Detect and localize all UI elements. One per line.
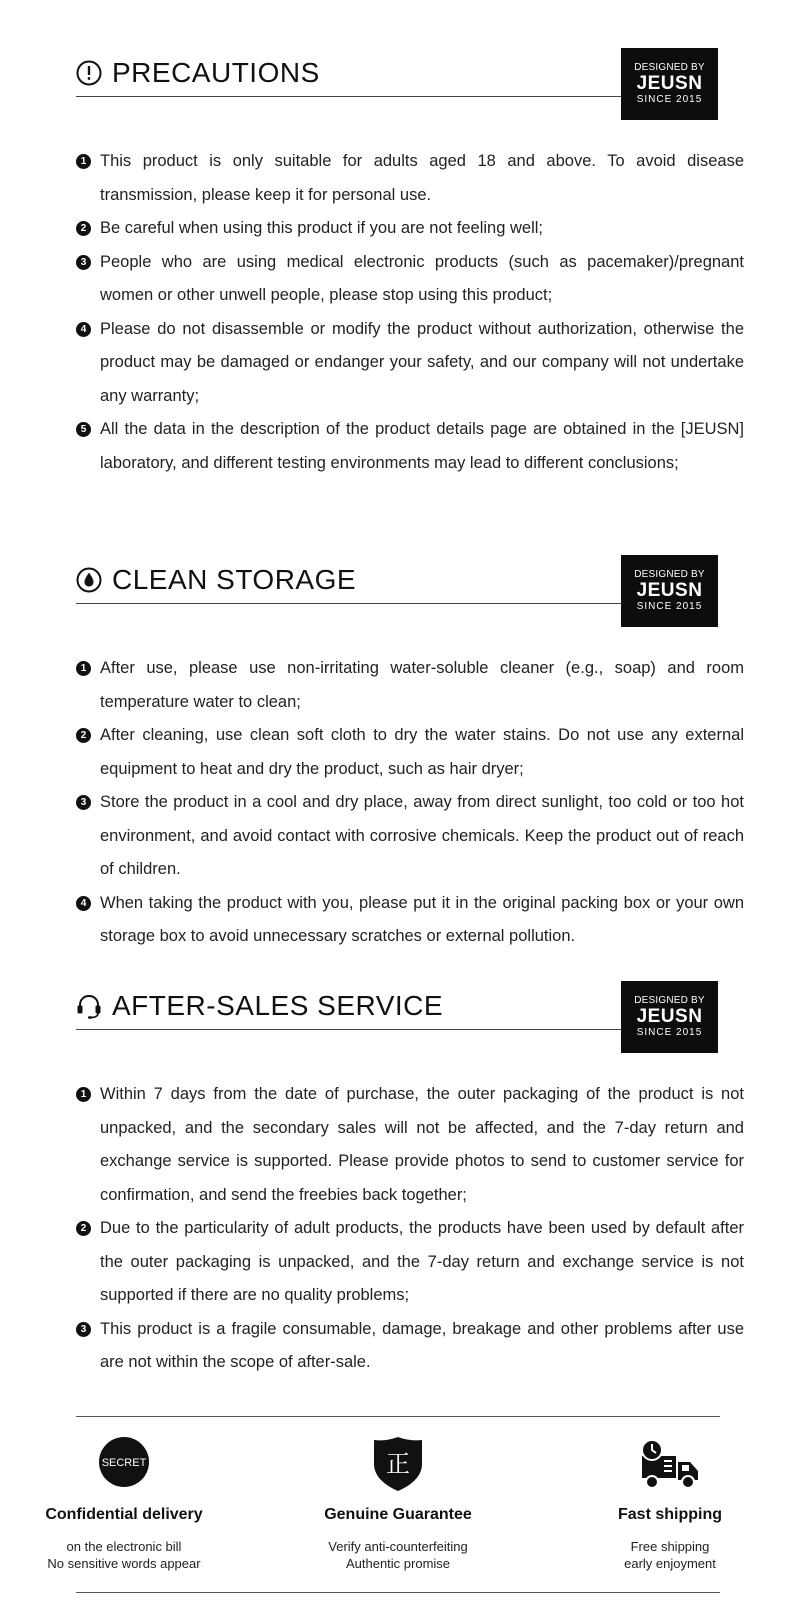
item-text: People who are using medical electronic products (such as pacemaker)/pregnant women or other unwell people, please stop using this product; (100, 252, 744, 304)
badge-designed-by: DESIGNED BY (634, 995, 705, 1006)
delivery-truck-icon (638, 1436, 702, 1492)
badge-designed-by: DESIGNED BY (634, 569, 705, 580)
headset-icon (76, 993, 102, 1019)
designed-by-badge (621, 555, 718, 627)
item-text: Store the product in a cool and dry place, away from direct sunlight, too cold or too hot environment, and avoid contact with corrosive chemicals. Keep the product out of reach of children. (100, 793, 744, 878)
clean-storage-list (76, 652, 744, 954)
footer-bottom-divider (76, 1592, 720, 1593)
number-badge: 1 (76, 661, 91, 676)
badge-brand: JEUSN (636, 73, 703, 94)
number-badge: 5 (76, 422, 91, 437)
precautions-title: PRECAUTIONS (112, 57, 320, 88)
item-text: Be careful when using this product if you are not feeling well; (100, 219, 544, 237)
item-text: This product is a fragile consumable, damage, breakage and other problems after use are not within the scope of after-sale. (100, 1319, 744, 1371)
list-item (76, 786, 744, 887)
list-item (76, 887, 744, 954)
badge-brand: JEUSN (636, 1006, 703, 1027)
feature-fast-shipping (560, 1436, 780, 1572)
feature-line: No sensitive words appear (47, 1556, 201, 1571)
shield-icon (370, 1436, 426, 1492)
secret-icon-label: SECRET (101, 1457, 147, 1469)
feature-title: Genuine Guarantee (324, 1506, 472, 1523)
designed-by-badge (621, 48, 718, 120)
feature-line: Free shipping (630, 1539, 710, 1554)
designed-by-badge (621, 981, 718, 1053)
badge-since: SINCE 2015 (636, 94, 703, 105)
number-badge: 3 (76, 255, 91, 270)
section-divider (76, 96, 621, 97)
item-text: After cleaning, use clean soft cloth to dry the water stains. Do not use any external equipment to heat and dry the product, such as hair dryer; (100, 726, 744, 778)
after-sales-header (76, 990, 718, 1065)
list-item (76, 719, 744, 786)
list-item (76, 1212, 744, 1313)
list-item (76, 246, 744, 313)
badge-brand: JEUSN (636, 580, 703, 601)
feature-confidential-delivery (14, 1436, 234, 1572)
number-badge: 4 (76, 896, 91, 911)
list-item (76, 212, 744, 246)
clean-storage-title: CLEAN STORAGE (112, 564, 357, 595)
precautions-header (76, 57, 718, 132)
feature-title: Confidential delivery (45, 1506, 203, 1523)
number-badge: 3 (76, 795, 91, 810)
feature-line: Authentic promise (345, 1556, 451, 1571)
after-sales-list (76, 1078, 744, 1380)
list-item (76, 1078, 744, 1212)
exclamation-circle-icon (76, 60, 102, 86)
list-item (76, 1313, 744, 1380)
item-text: Due to the particularity of adult products, the products have been used by default after the outer packaging is unpacked, and the 7-day return and exchange service is not supported if there are no quality problems; (100, 1219, 744, 1304)
number-badge: 4 (76, 322, 91, 337)
water-drop-icon (76, 567, 102, 593)
item-text: This product is only suitable for adults aged 18 and above. To avoid disease transmission, please keep it for personal use. (100, 152, 744, 204)
shield-icon-label: 正 (386, 1450, 410, 1478)
number-badge: 2 (76, 728, 91, 743)
number-badge: 3 (76, 1322, 91, 1337)
footer-top-divider (76, 1416, 720, 1417)
feature-line: Verify anti-counterfeiting (328, 1539, 468, 1554)
precautions-list (76, 145, 744, 480)
feature-line: on the electronic bill (66, 1539, 182, 1554)
feature-genuine-guarantee (288, 1436, 508, 1572)
item-text: All the data in the description of the product details page are obtained in the [JEUSN] laboratory, and different testing environments may lead to different conclusions; (100, 420, 744, 472)
item-text: Please do not disassemble or modify the product without authorization, otherwise the product may be damaged or endanger your safety, and our company will not undertake any warranty; (100, 319, 744, 405)
section-divider (76, 1029, 621, 1030)
number-badge: 2 (76, 221, 91, 236)
after-sales-title: AFTER-SALES SERVICE (112, 990, 444, 1021)
badge-since: SINCE 2015 (636, 1027, 703, 1038)
list-item (76, 652, 744, 719)
item-text: After use, please use non-irritating water-soluble cleaner (e.g., soap) and room temperature water to clean; (100, 659, 744, 711)
clean-storage-header (76, 564, 718, 639)
feature-title: Fast shipping (618, 1506, 722, 1523)
section-divider (76, 603, 621, 604)
item-text: Within 7 days from the date of purchase, the outer packaging of the product is not unpacked, and the secondary sales will not be affected, and the 7-day return and exchange service is supported. Please provide photos to send to customer service for confirmation, and send the freebies back together; (100, 1085, 744, 1204)
item-text: When taking the product with you, please put it in the original packing box or your own storage box to avoid unnecessary scratches or external pollution. (100, 893, 744, 945)
number-badge: 1 (76, 1087, 91, 1102)
list-item (76, 413, 744, 480)
list-item (76, 145, 744, 212)
list-item (76, 313, 744, 414)
number-badge: 2 (76, 1221, 91, 1236)
badge-since: SINCE 2015 (636, 601, 703, 612)
feature-line: early enjoyment (624, 1556, 716, 1571)
badge-designed-by: DESIGNED BY (634, 62, 705, 73)
secret-icon (96, 1436, 152, 1492)
number-badge: 1 (76, 154, 91, 169)
